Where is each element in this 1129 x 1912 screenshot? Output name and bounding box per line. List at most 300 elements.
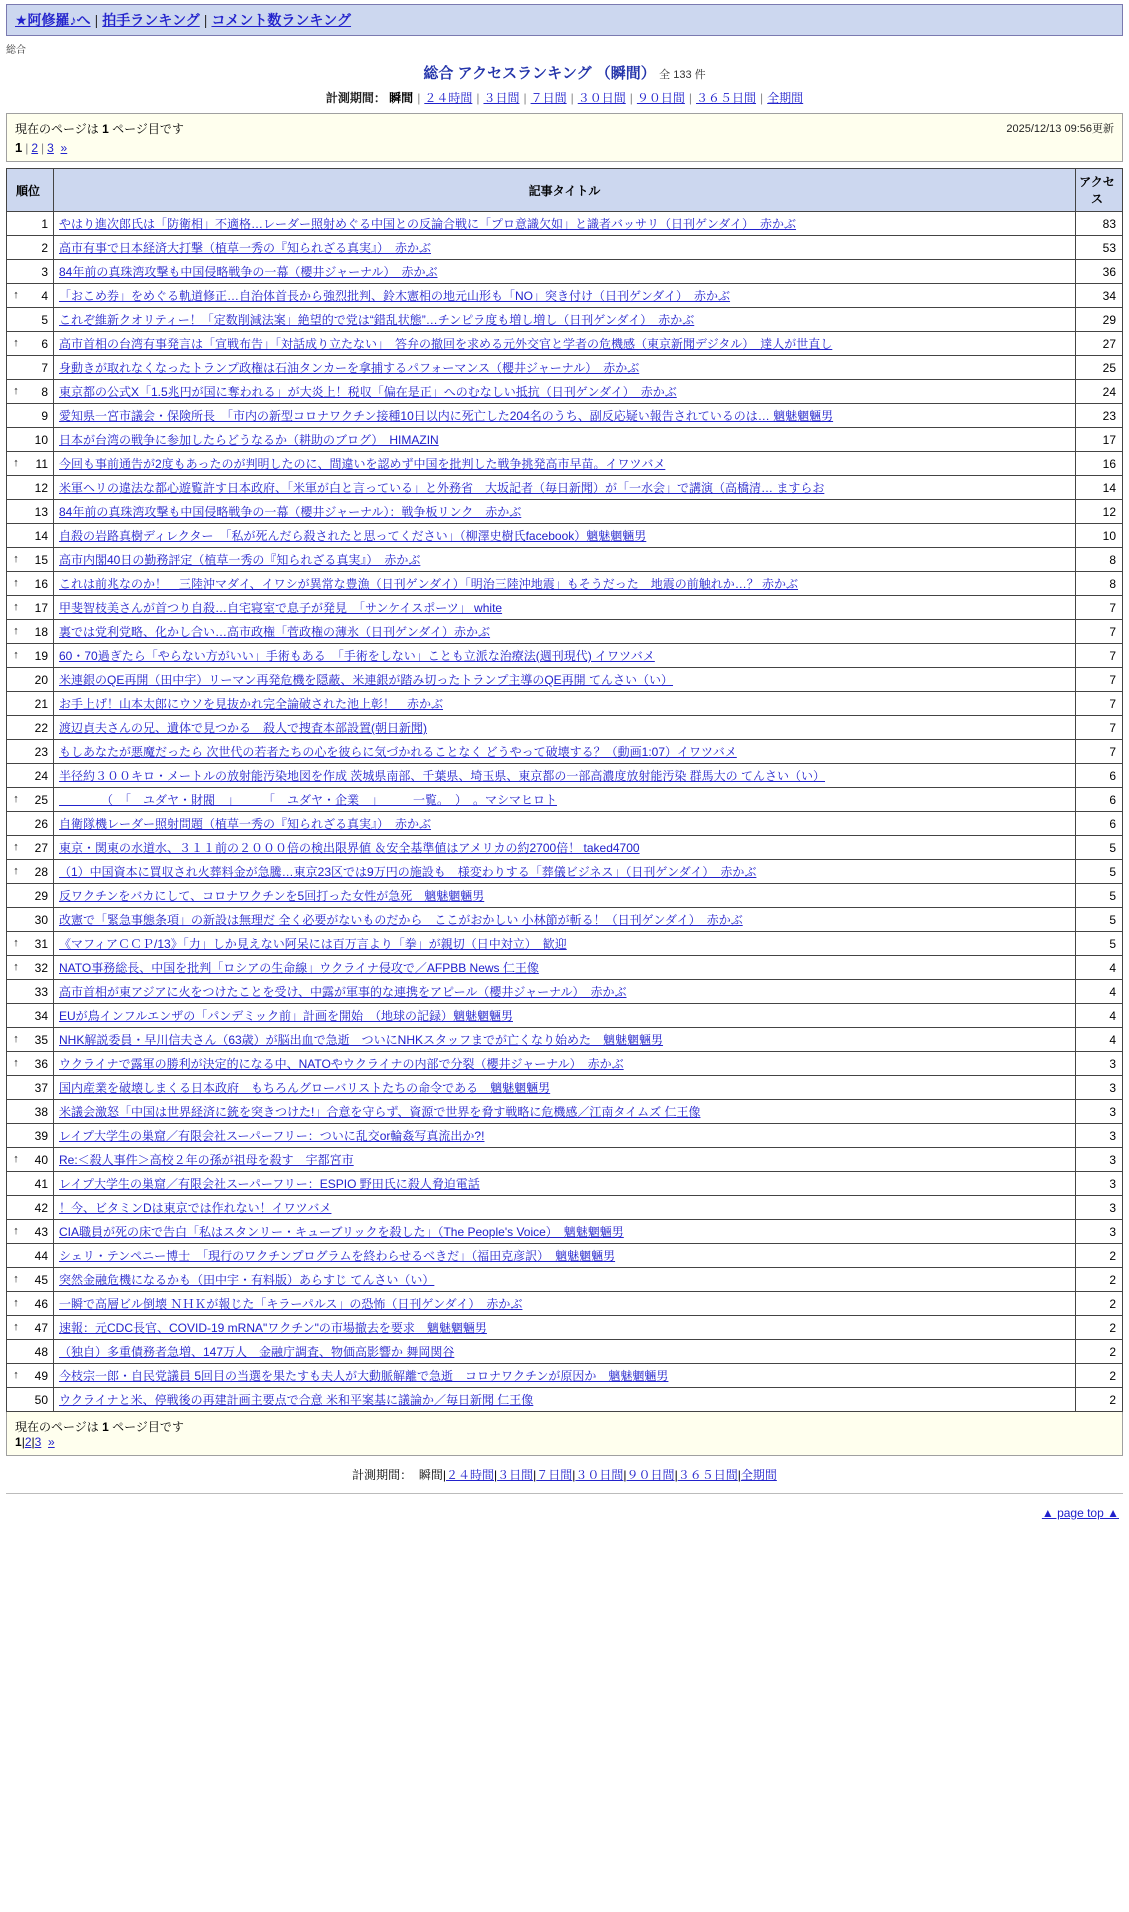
article-title-link[interactable]: ！今、ビタミンDは東京では作れない！イワツバメ [59, 1201, 332, 1215]
rank-number: 5 [41, 312, 48, 327]
pagination-top [15, 140, 1114, 155]
rank-cell [7, 1220, 54, 1244]
table-row [7, 308, 1123, 332]
article-title-link[interactable]: 日本が台湾の戦争に参加したらどうなるか（耕助のブログ） HIMAZIN [59, 433, 439, 447]
rank-cell [7, 980, 54, 1004]
rank-number: 41 [34, 1176, 48, 1191]
access-count: 7 [1076, 620, 1123, 644]
period-bar-b3: | [572, 1468, 576, 1482]
page-title: 総合 アクセスランキング （瞬間） [423, 65, 656, 82]
rank-cell [7, 812, 54, 836]
link-home[interactable]: ★阿修羅♪へ [15, 12, 91, 28]
article-title-link[interactable]: 高市首相が東アジアに火をつけたことを受け、中露が軍事的な連携をアピール（櫻井ジャーナル） 赤かぶ [59, 985, 627, 999]
access-count: 2 [1076, 1316, 1123, 1340]
rank-number: 26 [34, 816, 48, 831]
pagination-current-top: 1 [15, 140, 23, 155]
rank-number: 15 [34, 552, 48, 567]
article-title-link[interactable]: やはり進次郎氏は「防衛相」不適格…レーダー照射めぐる中国との反論合戦に「プロ意識欠如」と識者バッサリ（日刊ゲンダイ） 赤かぶ [59, 217, 797, 231]
table-row [7, 620, 1123, 644]
article-title-link[interactable]: 裏では党利党略、化かし合い…高市政権「菅政権の薄氷（日刊ゲンダイ）赤かぶ [59, 625, 491, 639]
rank-number: 27 [34, 840, 48, 855]
access-count: 3 [1076, 1076, 1123, 1100]
rank-cell [7, 740, 54, 764]
article-title-cell [54, 1148, 1076, 1172]
article-title-link[interactable]: 国内産業を破壊しまくる日本政府 もちろんグローバリストたちの命令である 魑魅魍魎男 [59, 1081, 551, 1095]
article-title-cell [54, 500, 1076, 524]
period-option-7d-top[interactable]: ７日間 [530, 91, 567, 105]
ranking-table-body [7, 212, 1123, 1412]
article-title-link[interactable]: 愛知県一宮市議会・保険所長 「市内の新型コロナワクチン接種10日以内に死亡した204名のうち、副反応疑い報告されているのは… 魑魅魍魎男 [59, 409, 834, 423]
article-title-cell [54, 788, 1076, 812]
rank-cell [7, 836, 54, 860]
rank-cell [7, 716, 54, 740]
table-row [7, 1268, 1123, 1292]
table-row [7, 740, 1123, 764]
article-title-link[interactable]: 高市内閣40日の勤務評定（植草一秀の『知られざる真実』） 赤かぶ [59, 553, 421, 567]
table-row [7, 1196, 1123, 1220]
article-title-link[interactable]: 半径約３００キロ・メートルの放射能汚染地図を作成 茨城県南部、千葉県、埼玉県、東京都の一部高濃度放射能汚染 群馬大の てんさい（い） [59, 769, 826, 783]
article-title-cell [54, 1124, 1076, 1148]
pagination-current-bottom: 1 [15, 1435, 22, 1449]
article-title-cell [54, 476, 1076, 500]
rank-up-arrow-icon: ↑ [13, 1153, 19, 1165]
access-count: 6 [1076, 788, 1123, 812]
rank-cell [7, 1388, 54, 1412]
rank-up-arrow-icon: ↑ [13, 1225, 19, 1237]
table-row [7, 1076, 1123, 1100]
table-row [7, 716, 1123, 740]
access-count: 5 [1076, 884, 1123, 908]
period-option-24h-top[interactable]: ２４時間 [424, 91, 473, 105]
access-count: 3 [1076, 1052, 1123, 1076]
access-count: 3 [1076, 1148, 1123, 1172]
article-title-cell [54, 596, 1076, 620]
article-title-cell [54, 620, 1076, 644]
article-title-cell [54, 404, 1076, 428]
article-title-link[interactable]: 身動きが取れなくなったトランプ政権は石油タンカーを拿捕するパフォーマンス（櫻井ジャーナル） 赤かぶ [59, 361, 640, 375]
table-row [7, 860, 1123, 884]
rank-number: 39 [34, 1128, 48, 1143]
page-status-top [6, 113, 1123, 162]
rank-number: 1 [41, 216, 48, 231]
table-row [7, 1004, 1123, 1028]
rank-number: 45 [34, 1272, 48, 1287]
rank-cell [7, 644, 54, 668]
page-status-prefix-top: 現在のページは [15, 122, 99, 136]
header-access: アクセス [1076, 169, 1123, 212]
article-title-link[interactable]: 60・70過ぎたら「やらない方がいい」手術もある 「手術をしない」ことも立派な治療法(週刊現代) イワツバメ [59, 649, 655, 663]
access-count: 2 [1076, 1388, 1123, 1412]
article-title-link[interactable]: ウクライナと米、停戦後の再建計画主要点で合意 米和平案基に議論か／毎日新聞 仁王像 [59, 1393, 534, 1407]
access-count: 4 [1076, 1004, 1123, 1028]
pagination-next-top[interactable]: » [60, 141, 68, 155]
period-option-7d-bottom[interactable]: ７日間 [536, 1468, 573, 1482]
pagination-page-2-bottom[interactable]: 2 [24, 1435, 32, 1449]
ranking-table [6, 168, 1123, 1412]
rank-up-arrow-icon: ↑ [13, 337, 19, 349]
rank-up-arrow-icon: ↑ [13, 601, 19, 613]
period-option-24h-bottom[interactable]: ２４時間 [445, 1468, 494, 1482]
table-row [7, 836, 1123, 860]
article-title-link[interactable]: NHK解説委員・早川信夫さん（63歳）が脳出血で急逝 ついにNHKスタッフまでが亡くなり始めた 魑魅魍魎男 [59, 1033, 664, 1047]
period-option-90d-bottom[interactable]: ９０日間 [626, 1468, 675, 1482]
article-title-cell [54, 1292, 1076, 1316]
nav-separator-1: | [94, 12, 99, 28]
rank-number: 29 [34, 888, 48, 903]
rank-cell [7, 404, 54, 428]
rank-number: 10 [34, 432, 48, 447]
article-title-link[interactable]: 突然金融危機になるかも（田中宇・有料版）あらすじ てんさい（い） [59, 1273, 435, 1287]
article-title-link[interactable]: 84年前の真珠湾攻撃も中国侵略戦争の一幕（櫻井ジャーナル）：戦争板リンク 赤かぶ [59, 505, 522, 519]
table-row [7, 212, 1123, 236]
table-row [7, 236, 1123, 260]
rank-cell [7, 500, 54, 524]
top-navigation-bar [6, 4, 1123, 36]
article-title-cell [54, 1220, 1076, 1244]
period-option-3d-bottom[interactable]: ３日間 [497, 1468, 534, 1482]
rank-number: 21 [34, 696, 48, 711]
rank-up-arrow-icon: ↑ [13, 1057, 19, 1069]
current-page-number-top: 1 [102, 122, 109, 136]
access-count: 5 [1076, 836, 1123, 860]
rank-number: 35 [34, 1032, 48, 1047]
article-title-cell [54, 668, 1076, 692]
access-count: 10 [1076, 524, 1123, 548]
table-row [7, 1052, 1123, 1076]
period-bar-t4: | [629, 91, 633, 105]
period-option-30d-bottom[interactable]: ３０日間 [575, 1468, 624, 1482]
period-option-all-bottom[interactable]: 全期間 [740, 1468, 777, 1482]
pagination-next-bottom[interactable]: » [47, 1435, 55, 1449]
article-title-link[interactable]: ウクライナで露軍の勝利が決定的になる中、NATOやウクライナの内部で分裂（櫻井ジャーナル） 赤かぶ [59, 1057, 624, 1071]
period-option-365d-top[interactable]: ３６５日間 [696, 91, 757, 105]
link-comment-ranking[interactable]: コメント数ランキング [211, 12, 352, 28]
rank-cell [7, 620, 54, 644]
rank-number: 6 [41, 336, 48, 351]
table-row [7, 812, 1123, 836]
page-top-anchor[interactable]: ▲ page top ▲ [1041, 1506, 1119, 1520]
pagination-page-3-bottom[interactable]: 3 [34, 1435, 42, 1449]
rank-cell [7, 548, 54, 572]
rank-up-arrow-icon: ↑ [13, 1033, 19, 1045]
article-title-cell [54, 692, 1076, 716]
rank-number: 43 [34, 1224, 48, 1239]
article-title-link[interactable]: EUが鳥インフルエンザの「パンデミック前」計画を開始 （地球の記録）魑魅魍魎男 [59, 1009, 513, 1023]
article-title-link[interactable]: 反ワクチンをバカにして、コロナワクチンを5回打った女性が急死 魑魅魍魎男 [59, 889, 485, 903]
rank-number: 20 [34, 672, 48, 687]
rank-number: 25 [34, 792, 48, 807]
rank-cell [7, 1364, 54, 1388]
article-title-link[interactable]: 高市首相の台湾有事発言は「宣戦布告」「対話成り立たない」 答弁の撤回を求める元外交官と学者の危機感（東京新聞デジタル） 達人が世直し [59, 337, 833, 351]
rank-cell [7, 1076, 54, 1100]
rank-cell [7, 764, 54, 788]
rank-number: 19 [34, 648, 48, 663]
rank-up-arrow-icon: ↑ [13, 1273, 19, 1285]
rank-number: 30 [34, 912, 48, 927]
table-row [7, 1340, 1123, 1364]
period-bar-b5: | [674, 1468, 678, 1482]
rank-number: 13 [34, 504, 48, 519]
article-title-link[interactable]: お手上げ！山本太郎にウソを見抜かれ完全論破された池上彰！ 赤かぶ [59, 697, 444, 711]
period-bar-t2: | [523, 91, 527, 105]
article-title-link[interactable]: 今枝宗一郎・自民党議員 5回目の当選を果たすも夫人が大動脈解離で急逝 コロナワクチンが原因か 魑魅魍魎男 [59, 1369, 669, 1383]
pg-bar-b2: | [31, 1435, 35, 1449]
article-title-cell [54, 1004, 1076, 1028]
table-row [7, 572, 1123, 596]
rank-number: 9 [41, 408, 48, 423]
period-option-90d-top[interactable]: ９０日間 [636, 91, 685, 105]
period-option-all-top[interactable]: 全期間 [767, 91, 804, 105]
table-row [7, 1316, 1123, 1340]
article-title-link[interactable]: （ 「 ユダヤ・財閥 」 「 ユダヤ・企業 」 一覧。 ） 。マシマヒロト [59, 793, 558, 807]
access-count: 7 [1076, 692, 1123, 716]
article-title-cell [54, 884, 1076, 908]
article-title-cell [54, 740, 1076, 764]
rank-number: 24 [34, 768, 48, 783]
rank-number: 16 [34, 576, 48, 591]
article-title-link[interactable]: 高市有事で日本経済大打撃（植草一秀の『知られざる真実』） 赤かぶ [59, 241, 432, 255]
table-row [7, 1100, 1123, 1124]
rank-cell [7, 788, 54, 812]
article-title-cell [54, 1388, 1076, 1412]
rank-cell [7, 1340, 54, 1364]
article-title-cell [54, 380, 1076, 404]
article-title-cell [54, 1268, 1076, 1292]
table-header-row [7, 169, 1123, 212]
access-count: 7 [1076, 716, 1123, 740]
current-page-number-bottom: 1 [102, 1420, 109, 1434]
pagination-page-2-top[interactable]: 2 [31, 141, 39, 155]
period-bar-t1: | [476, 91, 480, 105]
rank-number: 44 [34, 1248, 48, 1263]
period-option-3d-top[interactable]: ３日間 [483, 91, 520, 105]
page-title-block [0, 62, 1129, 106]
rank-number: 23 [34, 744, 48, 759]
article-title-link[interactable]: レイプ大学生の巣窟／有限会社スーパーフリー：ESPIO 野田氏に殺人脅迫電話 [59, 1177, 480, 1191]
rank-cell [7, 1292, 54, 1316]
article-title-link[interactable]: 渡辺貞夫さんの兄、遺体で見つかる 殺人で捜査本部設置(朝日新聞) [59, 721, 427, 735]
article-title-link[interactable]: レイプ大学生の巣窟／有限会社スーパーフリー：ついに乱交or輪姦写真流出か?! [59, 1129, 485, 1143]
article-title-link[interactable]: （独自）多重債務者急増、147万人 金融庁調査、物価高影響か 舞岡関谷 [59, 1345, 455, 1359]
article-title-cell [54, 932, 1076, 956]
table-row [7, 1244, 1123, 1268]
table-row [7, 692, 1123, 716]
access-count: 3 [1076, 1172, 1123, 1196]
article-title-cell [54, 956, 1076, 980]
access-count: 23 [1076, 404, 1123, 428]
period-bar-b4: | [623, 1468, 627, 1482]
period-current-bottom: 瞬間 [418, 1468, 443, 1482]
rank-cell [7, 428, 54, 452]
rank-up-arrow-icon: ↑ [13, 457, 19, 469]
access-count: 17 [1076, 428, 1123, 452]
rank-cell [7, 1316, 54, 1340]
access-count: 4 [1076, 956, 1123, 980]
article-title-link[interactable]: 甲斐智枝美さんが首つり自殺…自宅寝室で息子が発見 「サンケイスポーツ」 white [59, 601, 503, 615]
article-title-cell [54, 1076, 1076, 1100]
rank-cell [7, 596, 54, 620]
article-title-cell [54, 332, 1076, 356]
access-count: 7 [1076, 644, 1123, 668]
article-title-link[interactable]: NATO事務総長、中国を批判「ロシアの生命線」ウクライナ侵攻で／AFPBB News 仁王像 [59, 961, 539, 975]
access-count: 5 [1076, 860, 1123, 884]
access-count: 14 [1076, 476, 1123, 500]
rank-cell [7, 284, 54, 308]
rank-up-arrow-icon: ↑ [13, 625, 19, 637]
rank-cell [7, 260, 54, 284]
rank-number: 11 [35, 456, 48, 471]
period-bar-b1: | [494, 1468, 498, 1482]
article-title-link[interactable]: 米議会激怒「中国は世界経済に銃を突きつけた!」合意を守らず、資源で世界を脅す戦略に危機感／江南タイムズ 仁王像 [59, 1105, 701, 1119]
table-row [7, 932, 1123, 956]
access-count: 5 [1076, 908, 1123, 932]
rank-number: 4 [41, 288, 48, 303]
rank-cell [7, 884, 54, 908]
rank-number: 42 [34, 1200, 48, 1215]
article-title-link[interactable]: 東京都の公式X「1.5兆円が国に奪われる」が大炎上！税収「偏在是正」へのむなしい抵抗（日刊ゲンダイ） 赤かぶ [59, 385, 677, 399]
section-label: 総合 [6, 45, 26, 56]
period-bar-b6: | [737, 1468, 741, 1482]
rank-up-arrow-icon: ↑ [13, 1369, 19, 1381]
article-title-cell [54, 1316, 1076, 1340]
table-row [7, 284, 1123, 308]
period-option-365d-bottom[interactable]: ３６５日間 [677, 1468, 738, 1482]
article-title-cell [54, 1340, 1076, 1364]
article-title-cell [54, 428, 1076, 452]
rank-cell [7, 1172, 54, 1196]
table-row [7, 1124, 1123, 1148]
access-count: 25 [1076, 356, 1123, 380]
rank-up-arrow-icon: ↑ [13, 553, 19, 565]
article-title-link[interactable]: これぞ維新クオリティー！「定数削減法案」絶望的で党は“錯乱状態”…チンピラ度も増し増し（日刊ゲンダイ） 赤かぶ [59, 313, 695, 327]
table-row [7, 956, 1123, 980]
article-title-link[interactable]: シェリ・テンペニー博士 「現行のワクチンプログラムを終わらせるべきだ」（福田克彦訳） 魑魅魍魎男 [59, 1249, 616, 1263]
rank-number: 32 [34, 960, 48, 975]
article-title-link[interactable]: 「おこめ券」をめぐる軌道修正…自治体首長から強烈批判、鈴木憲相の地元山形も「NO」突き付け（日刊ゲンダイ） 赤かぶ [59, 289, 731, 303]
rank-up-arrow-icon: ↑ [13, 289, 19, 301]
article-title-cell [54, 260, 1076, 284]
article-title-cell [54, 1364, 1076, 1388]
table-row [7, 476, 1123, 500]
page-root [0, 4, 1129, 1520]
article-title-link[interactable]: 《マフィアＣＣＰ/13》「力」しか見えない阿呆には百万言より「拳」が親切（日中対立） 歓迎 [59, 937, 567, 951]
article-title-link[interactable]: Re:＜殺人事件＞高校２年の孫が祖母を殺す 宇都宮市 [59, 1153, 354, 1167]
table-row [7, 1220, 1123, 1244]
nav-separator-2: | [203, 12, 208, 28]
article-title-link[interactable]: 米軍ヘリの違法な都心遊覧許す日本政府、「米軍が白と言っている」と外務省 大坂記者（毎日新聞）が「一水会」で講演（高橋清… ますらお [59, 481, 825, 495]
link-clap-ranking[interactable]: 拍手ランキング [102, 12, 200, 28]
table-row [7, 356, 1123, 380]
article-title-link[interactable]: 84年前の真珠湾攻撃も中国侵略戦争の一幕（櫻井ジャーナル） 赤かぶ [59, 265, 438, 279]
access-count: 6 [1076, 764, 1123, 788]
table-row [7, 764, 1123, 788]
article-title-link[interactable]: （1）中国資本に買収され火葬料金が急騰…東京23区では9万円の施設も 様変わりする「葬儀ビジネス」（日刊ゲンダイ） 赤かぶ [59, 865, 757, 879]
table-row [7, 380, 1123, 404]
period-bar-b0: | [442, 1468, 446, 1482]
table-row [7, 884, 1123, 908]
page-top-link[interactable] [0, 1506, 1119, 1520]
table-row [7, 908, 1123, 932]
period-option-30d-top[interactable]: ３０日間 [577, 91, 626, 105]
period-label-top: 計測期間： [325, 91, 386, 105]
article-title-link[interactable]: 速報：元CDC長官、COVID-19 mRNA"ワクチン"の市場撤去を要求 魑魅魍魎男 [59, 1321, 487, 1335]
table-row [7, 332, 1123, 356]
rank-up-arrow-icon: ↑ [13, 961, 19, 973]
article-title-cell [54, 1172, 1076, 1196]
article-title-cell [54, 716, 1076, 740]
page-status-suffix-bottom: ページ目です [112, 1420, 184, 1434]
article-title-cell [54, 1028, 1076, 1052]
period-bar-t6: | [760, 91, 764, 105]
rank-up-arrow-icon: ↑ [13, 577, 19, 589]
table-row [7, 668, 1123, 692]
rank-number: 34 [34, 1008, 48, 1023]
rank-cell [7, 1268, 54, 1292]
article-title-link[interactable]: 自殺の岩路真樹ディレクター 「私が死んだら殺されたと思ってください」（柳澤史樹氏facebook）魑魅魍魎男 [59, 529, 647, 543]
access-count: 7 [1076, 668, 1123, 692]
article-title-link[interactable]: 一瞬で高層ビル倒壊 ＮＨＫが報じた「キラーパルス」の恐怖（日刊ゲンダイ） 赤かぶ [59, 1297, 523, 1311]
rank-number: 28 [34, 864, 48, 879]
article-title-link[interactable]: 改憲で「緊急事態条項」の新設は無理だ 全く必要がないものだから ここがおかしい 小林節が斬る！（日刊ゲンダイ） 赤かぶ [59, 913, 743, 927]
access-count: 3 [1076, 1220, 1123, 1244]
rank-number: 2 [41, 240, 48, 255]
article-title-link[interactable]: もしあなたが悪魔だったら 次世代の若者たちの心を彼らに気づかれることなく どうやって破壊する？（動画1:07）イワツバメ [59, 745, 737, 759]
access-count: 2 [1076, 1292, 1123, 1316]
access-count: 2 [1076, 1364, 1123, 1388]
table-row [7, 1292, 1123, 1316]
article-title-link[interactable]: CIA職員が死の床で告白「私はスタンリー・キューブリックを殺した」（The People's Voice） 魑魅魍魎男 [59, 1225, 624, 1239]
rank-cell [7, 1244, 54, 1268]
period-bar-t3: | [570, 91, 574, 105]
article-title-link[interactable]: 米連銀のQE再開（田中宇）リーマン再発危機を隠蔽、米連銀が踏み切ったトランプ主導のQE再開 てんさい（い） [59, 673, 674, 687]
article-title-link[interactable]: 自衛隊機レーダー照射問題（植草一秀の『知られざる真実』） 赤かぶ [59, 817, 432, 831]
article-title-link[interactable]: 東京・関東の水道水、３１１前の２０００倍の検出限界値 ＆安全基準値はアメリカの約2700倍！ taked4700 [59, 841, 640, 855]
access-count: 5 [1076, 932, 1123, 956]
table-row [7, 1172, 1123, 1196]
access-count: 53 [1076, 236, 1123, 260]
last-updated-timestamp: 2025/12/13 09:56更新 [1006, 123, 1114, 135]
rank-cell [7, 932, 54, 956]
period-bar-t0: | [417, 91, 421, 105]
rank-up-arrow-icon: ↑ [13, 1297, 19, 1309]
rank-up-arrow-icon: ↑ [13, 1321, 19, 1333]
period-bar-b2: | [533, 1468, 537, 1482]
rank-cell [7, 572, 54, 596]
page-status-prefix-bottom: 現在のページは [15, 1420, 99, 1434]
access-count: 12 [1076, 500, 1123, 524]
access-count: 6 [1076, 812, 1123, 836]
rank-cell [7, 1100, 54, 1124]
article-title-link[interactable]: これは前兆なのか！ 三陸沖マダイ、イワシが異常な豊漁（日刊ゲンダイ）「明治三陸沖地震」もそうだった 地震の前触れか…？ 赤かぶ [59, 577, 799, 591]
rank-cell [7, 908, 54, 932]
rank-number: 49 [34, 1368, 48, 1383]
pg-bar-t2: | [41, 141, 45, 155]
article-title-link[interactable]: 今回も事前通告が2度もあったのが判明したのに、間違いを認めず中国を批判した戦争挑発高市早苗。イワツバメ [59, 457, 666, 471]
access-count: 8 [1076, 548, 1123, 572]
pagination-page-3-top[interactable]: 3 [47, 141, 54, 155]
article-title-cell [54, 1196, 1076, 1220]
article-title-cell [54, 836, 1076, 860]
rank-cell [7, 1124, 54, 1148]
article-title-cell [54, 644, 1076, 668]
access-count: 3 [1076, 1100, 1123, 1124]
rank-cell [7, 956, 54, 980]
rank-number: 50 [34, 1392, 48, 1407]
rank-number: 22 [34, 720, 48, 735]
rank-number: 7 [41, 360, 48, 375]
table-row [7, 452, 1123, 476]
article-title-cell [54, 980, 1076, 1004]
